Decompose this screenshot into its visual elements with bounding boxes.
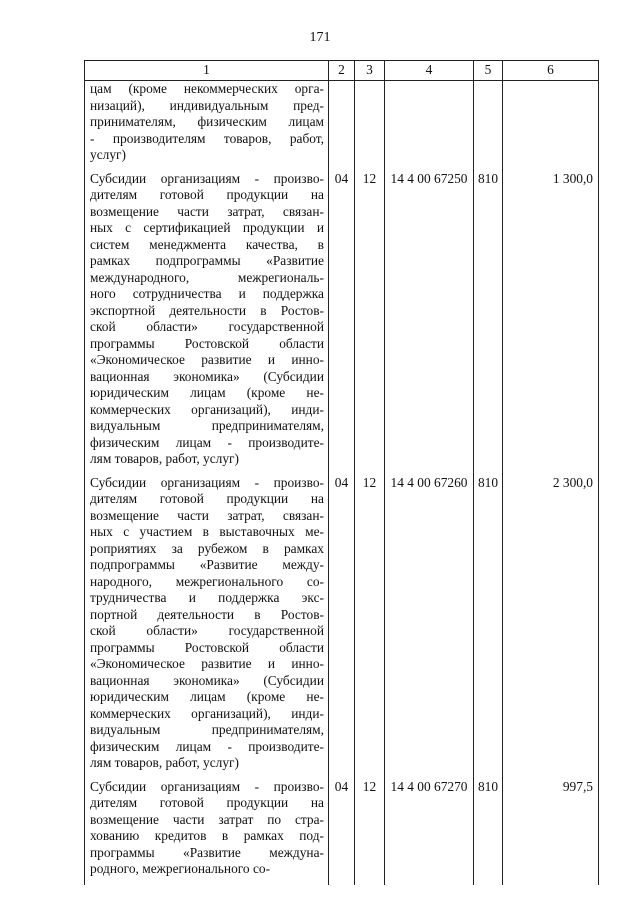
section-code: 04	[329, 171, 355, 475]
row-description	[85, 779, 329, 885]
text-line: услуг)	[90, 147, 126, 162]
text-line: лям товаров, работ, услуг)	[90, 451, 240, 466]
text-line: коммерческих организаций), инди-	[90, 401, 324, 417]
header-col-6: 6	[503, 61, 599, 81]
budget-table	[84, 60, 599, 885]
text-line: рамках подпрограммы «Развитие	[90, 253, 324, 268]
table-row	[85, 475, 599, 779]
text-line: цам (кроме некоммерческих орга-	[90, 81, 324, 96]
header-col-2: 2	[329, 61, 355, 81]
text-line: хованию кредитов в рамках под-	[90, 828, 324, 843]
text-line: подпрограммы «Развитие между-	[90, 557, 324, 572]
text-line: возмещение части затрат, связан-	[90, 203, 324, 219]
text-line: ных с участием в выставочных ме-	[90, 524, 324, 539]
text-line: возмещение части затрат по стра-	[90, 811, 324, 827]
expense-type-code: 810	[474, 779, 503, 885]
header-col-1: 1	[85, 61, 329, 81]
header-col-4: 4	[385, 61, 474, 81]
table-header-row	[85, 61, 599, 81]
text-line: Субсидии организациям - произво-	[90, 474, 324, 490]
text-line: программы «Развитие междуна-	[90, 844, 324, 860]
text-line: портной деятельности в Ростов-	[90, 606, 324, 622]
empty-cell	[385, 81, 474, 171]
text-line: возмещение части затрат, связан-	[90, 507, 324, 523]
section-code: 04	[329, 475, 355, 779]
text-line: дителям готовой продукции на	[90, 491, 324, 506]
empty-cell	[474, 81, 503, 171]
text-line: видуальным предпринимателям,	[90, 722, 324, 737]
amount-value: 2 300,0	[503, 475, 599, 779]
target-article-code: 14 4 00 67270	[385, 779, 474, 885]
header-col-5: 5	[474, 61, 503, 81]
amount-value: 1 300,0	[503, 171, 599, 475]
text-line: родного, межрегионального со-	[90, 861, 271, 876]
text-line: ного сотрудничества и поддержка	[90, 286, 324, 301]
target-article-code: 14 4 00 67250	[385, 171, 474, 475]
subsection-code: 12	[355, 475, 385, 779]
text-line: Субсидии организациям - произво-	[90, 778, 324, 794]
text-line: программы Ростовской области	[90, 639, 324, 655]
text-line: международного, межрегиональ-	[90, 269, 324, 285]
row-description	[85, 81, 329, 171]
text-line: дителям готовой продукции на	[90, 187, 324, 202]
amount-value: 997,5	[503, 779, 599, 885]
text-line: ской области» государственной	[90, 623, 324, 638]
text-line: программы Ростовской области	[90, 335, 324, 351]
table-row-continuation	[85, 81, 599, 171]
text-line: роприятиях за рубежом в рамках	[90, 540, 324, 556]
section-code: 04	[329, 779, 355, 885]
text-line: лям товаров, работ, услуг)	[90, 755, 240, 770]
empty-cell	[329, 81, 355, 171]
text-line: ных с сертификацией продукции и	[90, 220, 324, 235]
text-line: Субсидии организациям - произво-	[90, 170, 324, 186]
table-row	[85, 779, 599, 885]
row-description	[85, 171, 329, 475]
text-line: экспортной деятельности в Ростов-	[90, 302, 324, 318]
expense-type-code: 810	[474, 475, 503, 779]
text-line: систем менеджмента качества, в	[90, 236, 324, 252]
row-description	[85, 475, 329, 779]
text-line: физическим лицам - производите-	[90, 434, 324, 450]
expense-type-code: 810	[474, 171, 503, 475]
header-col-3: 3	[355, 61, 385, 81]
empty-cell	[355, 81, 385, 171]
text-line: юридическим лицам (кроме не-	[90, 385, 324, 400]
text-line: низаций), индивидуальным пред-	[90, 97, 324, 113]
text-line: «Экономическое развитие и инно-	[90, 656, 324, 671]
page-number: 171	[309, 30, 331, 45]
text-line: вационная экономика» (Субсидии	[90, 368, 324, 384]
text-line: «Экономическое развитие и инно-	[90, 352, 324, 367]
empty-cell	[503, 81, 599, 171]
text-line: дителям готовой продукции на	[90, 795, 324, 810]
text-line: - производителям товаров, работ,	[90, 130, 324, 146]
text-line: юридическим лицам (кроме не-	[90, 689, 324, 704]
text-line: вационная экономика» (Субсидии	[90, 672, 324, 688]
target-article-code: 14 4 00 67260	[385, 475, 474, 779]
text-line: принимателям, физическим лицам	[90, 114, 324, 129]
text-line: ской области» государственной	[90, 319, 324, 334]
text-line: народного, межрегионального со-	[90, 573, 324, 589]
table-row	[85, 171, 599, 475]
subsection-code: 12	[355, 779, 385, 885]
text-line: видуальным предпринимателям,	[90, 418, 324, 433]
subsection-code: 12	[355, 171, 385, 475]
text-line: физическим лицам - производите-	[90, 738, 324, 754]
text-line: коммерческих организаций), инди-	[90, 705, 324, 721]
text-line: трудничества и поддержка экс-	[90, 590, 324, 605]
